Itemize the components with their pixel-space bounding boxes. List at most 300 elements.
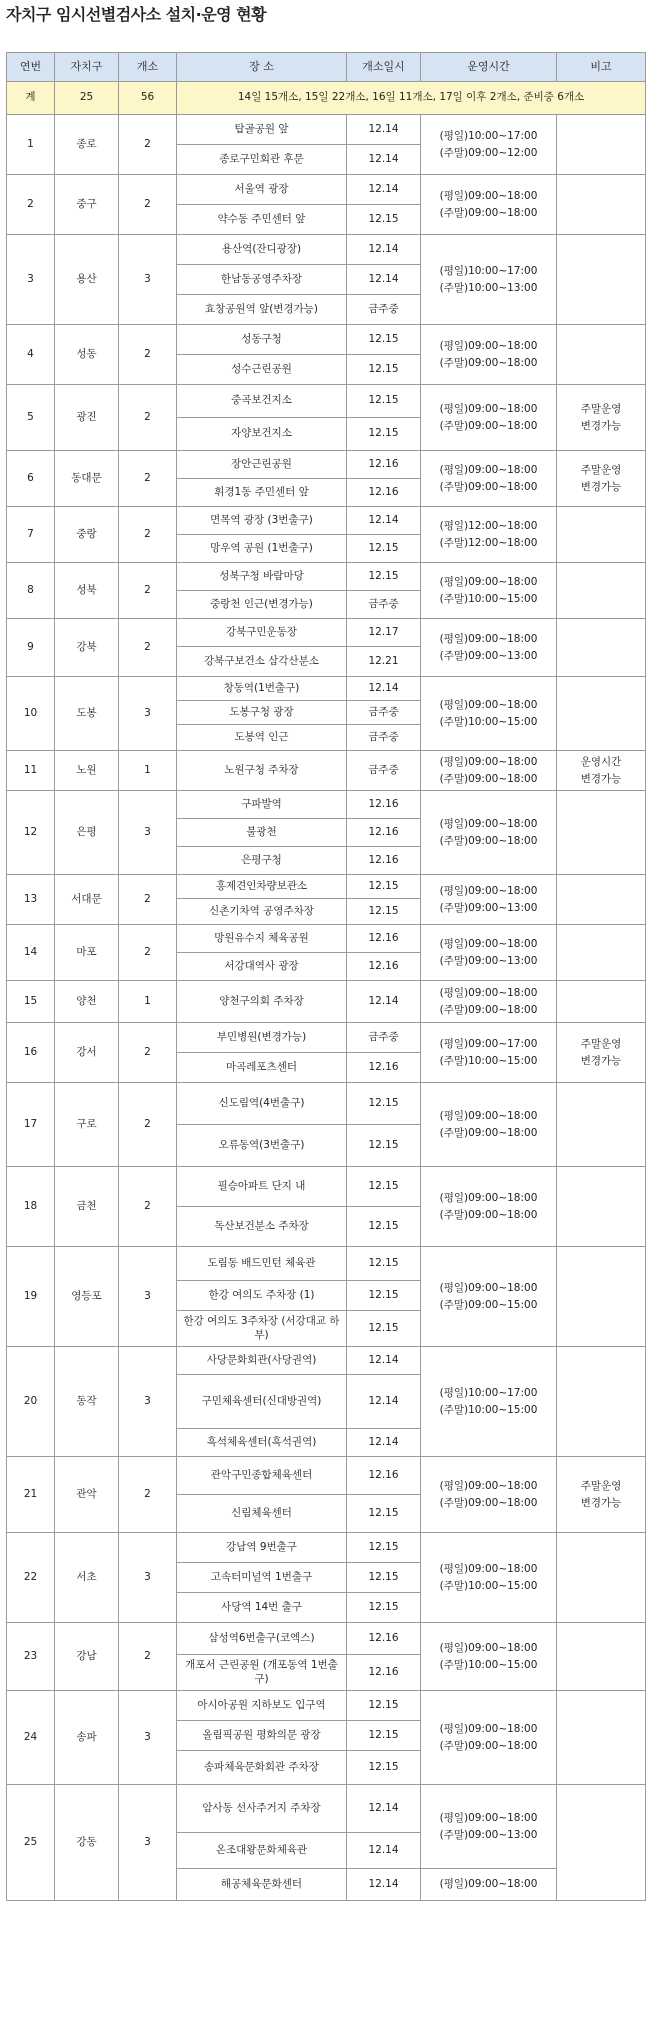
remark (557, 1623, 646, 1691)
remark (557, 1347, 646, 1457)
district-name: 중랑 (55, 507, 119, 563)
remark-line: 주말운영 (580, 403, 622, 416)
remark (557, 115, 646, 175)
remark (557, 1023, 646, 1083)
operating-hours (421, 875, 557, 925)
site-place: 신촌기차역 공영주차장 (177, 899, 347, 925)
hours-line: (평일)09:00~18:00 (439, 987, 538, 1000)
operating-hours (421, 677, 557, 751)
district-name: 동작 (55, 1347, 119, 1457)
site-place: 노원구청 주차장 (177, 751, 347, 791)
district-no: 8 (7, 563, 55, 619)
site-open-date: 12.15 (347, 1083, 421, 1125)
site-open-date: 12.14 (347, 265, 421, 295)
site-place: 휘경1동 주민센터 앞 (177, 479, 347, 507)
remark (557, 563, 646, 619)
operating-hours (421, 563, 557, 619)
remark-line: 변경가능 (580, 419, 622, 432)
district-name: 종로 (55, 115, 119, 175)
site-place: 마곡레포츠센터 (177, 1053, 347, 1083)
hours-line: (평일)10:00~17:00 (439, 265, 538, 278)
remark-line: 주말운영 (580, 1480, 622, 1493)
site-place: 종로구민회관 후문 (177, 145, 347, 175)
site-count: 2 (119, 925, 177, 981)
table-row (7, 507, 646, 535)
hours-line: (평일)09:00~17:00 (439, 1038, 538, 1051)
district-no: 5 (7, 385, 55, 451)
site-count: 3 (119, 1785, 177, 1901)
site-count: 3 (119, 1533, 177, 1623)
operating-hours (421, 1691, 557, 1785)
hours-line: (주말)10:00~15:00 (439, 1579, 538, 1592)
site-open-date: 12.21 (347, 647, 421, 677)
site-place: 고속터미널역 1번출구 (177, 1563, 347, 1593)
site-place: 한강 여의도 3주차장 (서강대교 하부) (177, 1311, 347, 1347)
site-count: 2 (119, 507, 177, 563)
table-row (7, 875, 646, 899)
site-open-date: 12.16 (347, 1623, 421, 1655)
district-no: 25 (7, 1785, 55, 1901)
district-name: 영등포 (55, 1247, 119, 1347)
remark-line: 변경가능 (580, 772, 622, 785)
district-name: 도봉 (55, 677, 119, 751)
operating-hours (421, 385, 557, 451)
remark (557, 1691, 646, 1785)
site-place: 필승아파트 단지 내 (177, 1167, 347, 1207)
district-no: 1 (7, 115, 55, 175)
site-open-date: 12.15 (347, 325, 421, 355)
site-count: 1 (119, 751, 177, 791)
operating-hours (421, 619, 557, 677)
site-open-date: 12.16 (347, 953, 421, 981)
site-place: 한강 여의도 주차장 (1) (177, 1281, 347, 1311)
remark (557, 507, 646, 563)
hours-line: (주말)12:00~18:00 (439, 536, 538, 549)
table-row (7, 325, 646, 355)
site-open-date: 12.15 (347, 1125, 421, 1167)
site-count: 2 (119, 115, 177, 175)
hours-line: (평일)10:00~17:00 (439, 1387, 538, 1400)
site-open-date: 금주중 (347, 591, 421, 619)
site-count: 3 (119, 1247, 177, 1347)
site-open-date: 12.15 (347, 535, 421, 563)
district-name: 성북 (55, 563, 119, 619)
header-district: 자치구 (55, 53, 119, 82)
header-row (7, 53, 646, 82)
district-name: 중구 (55, 175, 119, 235)
district-no: 7 (7, 507, 55, 563)
district-name: 구로 (55, 1083, 119, 1167)
site-place: 도봉역 인근 (177, 725, 347, 751)
site-place: 사당문화회관(사당권역) (177, 1347, 347, 1375)
table-row (7, 925, 646, 953)
header-hours: 운영시간 (421, 53, 557, 82)
operating-hours (421, 981, 557, 1023)
table-row (7, 1167, 646, 1207)
site-open-date: 12.15 (347, 563, 421, 591)
district-no: 4 (7, 325, 55, 385)
remark (557, 751, 646, 791)
total-summary: 14일 15개소, 15일 22개소, 16일 11개소, 17일 이후 2개소, 준비중 6개소 (177, 82, 646, 115)
header-open-date: 개소일시 (347, 53, 421, 82)
hours-line: (평일)09:00~18:00 (439, 1642, 538, 1655)
site-open-date: 12.15 (347, 1495, 421, 1533)
remark (557, 385, 646, 451)
table-row (7, 677, 646, 701)
table-row (7, 1023, 646, 1053)
site-place: 도봉구청 광장 (177, 701, 347, 725)
site-open-date: 12.14 (347, 175, 421, 205)
operating-hours (421, 115, 557, 175)
site-open-date: 12.14 (347, 1375, 421, 1429)
page-title: 자치구 임시선별검사소 설치·운영 현황 (6, 5, 267, 24)
remark (557, 925, 646, 981)
site-place: 온조대왕문화체육관 (177, 1833, 347, 1869)
remark (557, 451, 646, 507)
operating-hours (421, 235, 557, 325)
hours-line: (주말)09:00~18:00 (439, 419, 538, 432)
district-name: 성동 (55, 325, 119, 385)
remark-line: 변경가능 (580, 1054, 622, 1067)
site-open-date: 12.14 (347, 235, 421, 265)
district-no: 20 (7, 1347, 55, 1457)
remark (557, 1533, 646, 1623)
site-open-date: 12.15 (347, 1721, 421, 1751)
site-open-date: 12.16 (347, 451, 421, 479)
site-place: 효창공원역 앞(변경가능) (177, 295, 347, 325)
site-place: 중랑천 인근(변경가능) (177, 591, 347, 619)
district-name: 양천 (55, 981, 119, 1023)
district-no: 9 (7, 619, 55, 677)
table-row (7, 1457, 646, 1495)
district-name: 서초 (55, 1533, 119, 1623)
site-place: 성수근린공원 (177, 355, 347, 385)
hours-line: (평일)09:00~18:00 (439, 403, 538, 416)
table-row (7, 175, 646, 205)
site-open-date: 12.14 (347, 1869, 421, 1901)
site-open-date: 금주중 (347, 751, 421, 791)
site-open-date: 12.14 (347, 507, 421, 535)
site-open-date: 12.15 (347, 1207, 421, 1247)
site-place: 해공체육문화센터 (177, 1869, 347, 1901)
operating-hours (421, 925, 557, 981)
remark (557, 677, 646, 751)
hours-line: (평일)09:00~18:00 (439, 756, 538, 769)
site-place: 망우역 공원 (1번출구) (177, 535, 347, 563)
hours-line: (주말)09:00~18:00 (439, 480, 538, 493)
hours-line: (평일)09:00~18:00 (439, 633, 538, 646)
district-name: 서대문 (55, 875, 119, 925)
hours-line: (평일)10:00~17:00 (439, 130, 538, 143)
remark (557, 1167, 646, 1247)
district-no: 18 (7, 1167, 55, 1247)
table-row (7, 1623, 646, 1655)
district-name: 광진 (55, 385, 119, 451)
district-name: 강서 (55, 1023, 119, 1083)
hours-line: (평일)09:00~18:00 (439, 1812, 538, 1825)
total-count: 56 (119, 82, 177, 115)
site-open-date: 12.14 (347, 145, 421, 175)
header-note: 비고 (557, 53, 646, 82)
site-place: 흑석체육센터(흑석권역) (177, 1429, 347, 1457)
site-open-date: 12.15 (347, 875, 421, 899)
operating-hours (421, 1247, 557, 1347)
table-row (7, 451, 646, 479)
site-place: 부민병원(변경가능) (177, 1023, 347, 1053)
site-open-date: 12.15 (347, 1691, 421, 1721)
header-place: 장 소 (177, 53, 347, 82)
site-place: 오류동역(3번출구) (177, 1125, 347, 1167)
district-name: 강남 (55, 1623, 119, 1691)
site-place: 은평구청 (177, 847, 347, 875)
operating-hours (421, 791, 557, 875)
district-name: 동대문 (55, 451, 119, 507)
district-no: 17 (7, 1083, 55, 1167)
table-row (7, 1785, 646, 1833)
remark (557, 1083, 646, 1167)
site-place: 송파체육문화회관 주차장 (177, 1751, 347, 1785)
remark (557, 1785, 646, 1901)
district-no: 3 (7, 235, 55, 325)
district-name: 강동 (55, 1785, 119, 1901)
site-open-date: 12.15 (347, 1167, 421, 1207)
remark (557, 175, 646, 235)
district-no: 22 (7, 1533, 55, 1623)
hours-line: (주말)10:00~15:00 (439, 1658, 538, 1671)
site-count: 2 (119, 385, 177, 451)
site-place: 불광천 (177, 819, 347, 847)
site-open-date: 12.14 (347, 1429, 421, 1457)
district-no: 11 (7, 751, 55, 791)
site-open-date: 12.15 (347, 418, 421, 451)
site-place: 홍제견인차량보관소 (177, 875, 347, 899)
site-place: 양천구의회 주차장 (177, 981, 347, 1023)
hours-line: (주말)09:00~13:00 (439, 649, 538, 662)
site-count: 2 (119, 1167, 177, 1247)
site-count: 2 (119, 875, 177, 925)
site-count: 3 (119, 235, 177, 325)
table-row (7, 1533, 646, 1563)
hours-line: (평일)12:00~18:00 (439, 520, 538, 533)
site-open-date: 12.14 (347, 981, 421, 1023)
header-no: 연번 (7, 53, 55, 82)
district-no: 2 (7, 175, 55, 235)
table-row (7, 1691, 646, 1721)
site-place: 자양보건지소 (177, 418, 347, 451)
operating-hours (421, 1167, 557, 1247)
operating-hours (421, 1347, 557, 1457)
site-place: 탑골공원 앞 (177, 115, 347, 145)
remark (557, 791, 646, 875)
remark-line: 주말운영 (580, 1038, 622, 1051)
site-count: 2 (119, 451, 177, 507)
remark-line: 운영시간 (580, 756, 622, 769)
site-place: 신도림역(4번출구) (177, 1083, 347, 1125)
site-open-date: 금주중 (347, 701, 421, 725)
site-open-date: 12.16 (347, 925, 421, 953)
district-name: 용산 (55, 235, 119, 325)
hours-line: (평일)09:00~18:00 (439, 464, 538, 477)
site-place: 구민체육센터(신대방권역) (177, 1375, 347, 1429)
operating-hours (421, 1785, 557, 1869)
hours-line: (주말)09:00~13:00 (439, 954, 538, 967)
hours-line: (주말)09:00~18:00 (439, 1126, 538, 1139)
district-name: 은평 (55, 791, 119, 875)
site-open-date: 12.14 (347, 677, 421, 701)
district-name: 금천 (55, 1167, 119, 1247)
site-place: 장안근린공원 (177, 451, 347, 479)
district-no: 13 (7, 875, 55, 925)
site-place: 성동구청 (177, 325, 347, 355)
site-open-date: 12.16 (347, 819, 421, 847)
district-name: 송파 (55, 1691, 119, 1785)
site-open-date: 12.14 (347, 1347, 421, 1375)
site-count: 3 (119, 1347, 177, 1457)
operating-hours (421, 1869, 557, 1901)
hours-line: (평일)09:00~18:00 (439, 938, 538, 951)
site-count: 2 (119, 1083, 177, 1167)
testing-sites-table (6, 52, 646, 1901)
site-count: 3 (119, 677, 177, 751)
remark-line: 변경가능 (580, 480, 622, 493)
hours-line: (평일)09:00~18:00 (439, 1723, 538, 1736)
hours-line: (평일)09:00~18:00 (439, 818, 538, 831)
site-open-date: 12.15 (347, 1311, 421, 1347)
hours-line: (주말)10:00~15:00 (439, 1403, 538, 1416)
total-row (7, 82, 646, 115)
table-row (7, 385, 646, 418)
operating-hours (421, 325, 557, 385)
remark (557, 875, 646, 925)
hours-line: (주말)09:00~12:00 (439, 146, 538, 159)
table-row (7, 619, 646, 647)
hours-line: (평일)09:00~18:00 (439, 1878, 538, 1891)
district-no: 21 (7, 1457, 55, 1533)
district-no: 19 (7, 1247, 55, 1347)
site-place: 구파발역 (177, 791, 347, 819)
site-open-date: 12.16 (347, 791, 421, 819)
site-count: 2 (119, 563, 177, 619)
site-place: 서강대역사 광장 (177, 953, 347, 981)
site-place: 올림픽공원 평화의문 광장 (177, 1721, 347, 1751)
site-open-date: 12.14 (347, 1833, 421, 1869)
site-place: 신림체육센터 (177, 1495, 347, 1533)
site-place: 강북구보건소 삼각산분소 (177, 647, 347, 677)
operating-hours (421, 751, 557, 791)
hours-line: (주말)09:00~18:00 (439, 834, 538, 847)
site-count: 3 (119, 791, 177, 875)
table-row (7, 1347, 646, 1375)
operating-hours (421, 175, 557, 235)
remark (557, 1247, 646, 1347)
hours-line: (평일)09:00~18:00 (439, 576, 538, 589)
operating-hours (421, 451, 557, 507)
hours-line: (주말)09:00~18:00 (439, 206, 538, 219)
hours-line: (평일)09:00~18:00 (439, 699, 538, 712)
table-row (7, 1247, 646, 1281)
site-place: 강북구민운동장 (177, 619, 347, 647)
remark (557, 981, 646, 1023)
site-open-date: 12.14 (347, 1785, 421, 1833)
hours-line: (주말)09:00~13:00 (439, 1828, 538, 1841)
site-place: 면목역 광장 (3번출구) (177, 507, 347, 535)
hours-line: (주말)09:00~18:00 (439, 772, 538, 785)
site-open-date: 12.15 (347, 1281, 421, 1311)
table-row (7, 791, 646, 819)
site-open-date: 12.16 (347, 1457, 421, 1495)
hours-line: (평일)09:00~18:00 (439, 885, 538, 898)
site-place: 용산역(잔디광장) (177, 235, 347, 265)
district-no: 12 (7, 791, 55, 875)
site-place: 성북구청 바람마당 (177, 563, 347, 591)
hours-line: (평일)09:00~18:00 (439, 1563, 538, 1576)
district-name: 마포 (55, 925, 119, 981)
district-no: 14 (7, 925, 55, 981)
hours-line: (평일)09:00~18:00 (439, 1480, 538, 1493)
site-open-date: 12.15 (347, 1247, 421, 1281)
operating-hours (421, 1083, 557, 1167)
site-open-date: 금주중 (347, 1023, 421, 1053)
district-name: 관악 (55, 1457, 119, 1533)
site-open-date: 12.15 (347, 385, 421, 418)
hours-line: (평일)09:00~18:00 (439, 340, 538, 353)
site-open-date: 12.16 (347, 1053, 421, 1083)
site-open-date: 12.15 (347, 205, 421, 235)
site-count: 2 (119, 1457, 177, 1533)
site-count: 1 (119, 981, 177, 1023)
site-place: 창동역(1번출구) (177, 677, 347, 701)
site-open-date: 12.17 (347, 619, 421, 647)
table-row (7, 751, 646, 791)
site-count: 2 (119, 619, 177, 677)
hours-line: (주말)10:00~13:00 (439, 281, 538, 294)
total-label: 계 (7, 82, 55, 115)
site-place: 사당역 14번 출구 (177, 1593, 347, 1623)
hours-line: (주말)09:00~18:00 (439, 1739, 538, 1752)
site-place: 도림동 배드민턴 체육관 (177, 1247, 347, 1281)
operating-hours (421, 1023, 557, 1083)
operating-hours (421, 1623, 557, 1691)
site-place: 개포서 근린공원 (개포동역 1번출구) (177, 1655, 347, 1691)
district-name: 노원 (55, 751, 119, 791)
site-place: 서울역 광장 (177, 175, 347, 205)
hours-line: (주말)10:00~15:00 (439, 715, 538, 728)
district-name: 강북 (55, 619, 119, 677)
remark (557, 325, 646, 385)
site-open-date: 12.14 (347, 115, 421, 145)
district-no: 15 (7, 981, 55, 1023)
site-open-date: 12.16 (347, 479, 421, 507)
site-count: 2 (119, 1023, 177, 1083)
site-place: 약수동 주민센터 앞 (177, 205, 347, 235)
site-place: 독산보건분소 주차장 (177, 1207, 347, 1247)
hours-line: (주말)09:00~18:00 (439, 1003, 538, 1016)
district-no: 16 (7, 1023, 55, 1083)
site-open-date: 12.15 (347, 1593, 421, 1623)
remark (557, 1457, 646, 1533)
total-districts: 25 (55, 82, 119, 115)
hours-line: (주말)09:00~18:00 (439, 356, 538, 369)
hours-line: (평일)09:00~18:00 (439, 1192, 538, 1205)
table-row (7, 981, 646, 1023)
site-open-date: 금주중 (347, 725, 421, 751)
hours-line: (주말)09:00~15:00 (439, 1298, 538, 1311)
table-row (7, 115, 646, 145)
site-place: 중곡보건지소 (177, 385, 347, 418)
table-row (7, 235, 646, 265)
operating-hours (421, 507, 557, 563)
site-open-date: 12.15 (347, 355, 421, 385)
